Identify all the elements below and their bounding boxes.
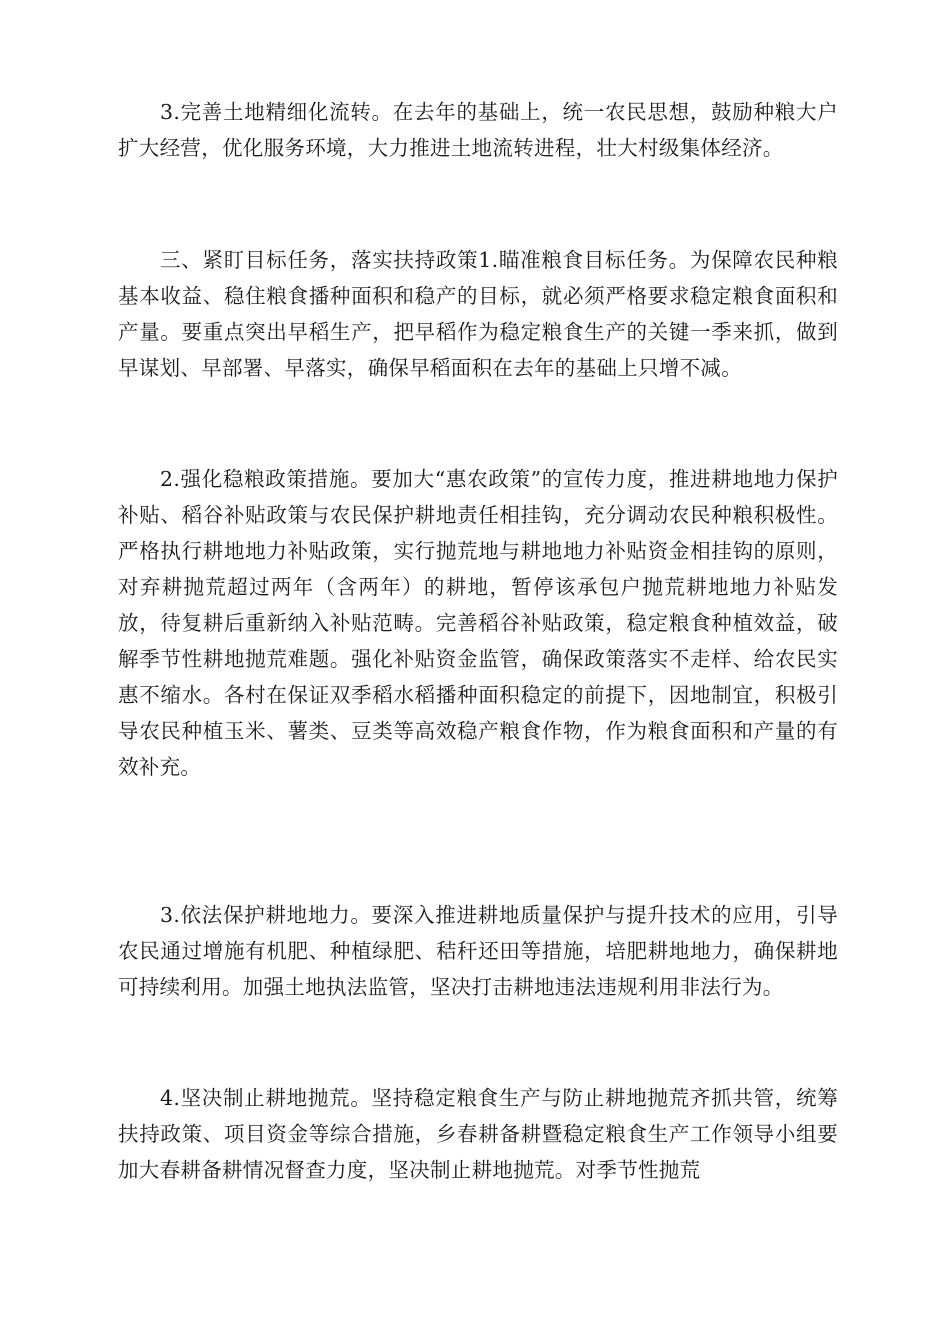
paragraph-protect-farmland: 3.依法保护耕地地力。要深入推进耕地质量保护与提升技术的应用，引导农民通过增施有机肥、种植绿肥、秸秆还田等措施，培肥耕地地力，确保耕地可持续利用。加强土地执法监管，坚决打击耕地违法违规利用非法行为。	[118, 903, 838, 999]
paragraph-grain-targets: 三、紧盯目标任务，落实扶持政策1.瞄准粮食目标任务。为保障农民种粮基本收益、稳住粮食播种面积和稳产的目标，就必须严格要求稳定粮食面积和产量。要重点突出早稻生产，把早稻作为稳定粮食生产的关键一季来抓，做到早谋划、早部署、早落实，确保早稻面积在去年的基础上只增不减。	[118, 248, 838, 380]
paragraph-grain-policy: 2.强化稳粮政策措施。要加大“惠农政策”的宣传力度，推进耕地地力保护补贴、稻谷补贴政策与农民保护耕地责任相挂钩，充分调动农民种粮积极性。严格执行耕地地力补贴政策，实行抛荒地与耕地地力补贴资金相挂钩的原则，对弃耕抛荒超过两年（含两年）的耕地，暂停该承包户抛荒耕地地力补贴发放，待复耕后重新纳入补贴范畴。完善稻谷补贴政策，稳定粮食种植效益，破解季节性耕地抛荒难题。强化补贴资金监管，确保政策落实不走样、给农民实惠不缩水。各村在保证双季稻水稻播种面积稳定的前提下，因地制宜，积极引导农民种植玉米、薯类、豆类等高效稳产粮食作物，作为粮食面积和产量的有效补充。	[118, 467, 838, 779]
paragraph-stop-abandonment: 4.坚决制止耕地抛荒。坚持稳定粮食生产与防止耕地抛荒齐抓共管，统筹扶持政策、项目资金等综合措施，乡春耕备耕暨稳定粮食生产工作领导小组要加大春耕备耕情况督查力度，坚决制止耕地抛荒。对季节性抛荒	[118, 1086, 838, 1182]
paragraph-land-transfer: 3.完善土地精细化流转。在去年的基础上，统一农民思想，鼓励种粮大户扩大经营，优化服务环境，大力推进土地流转进程，壮大村级集体经济。	[118, 100, 838, 160]
